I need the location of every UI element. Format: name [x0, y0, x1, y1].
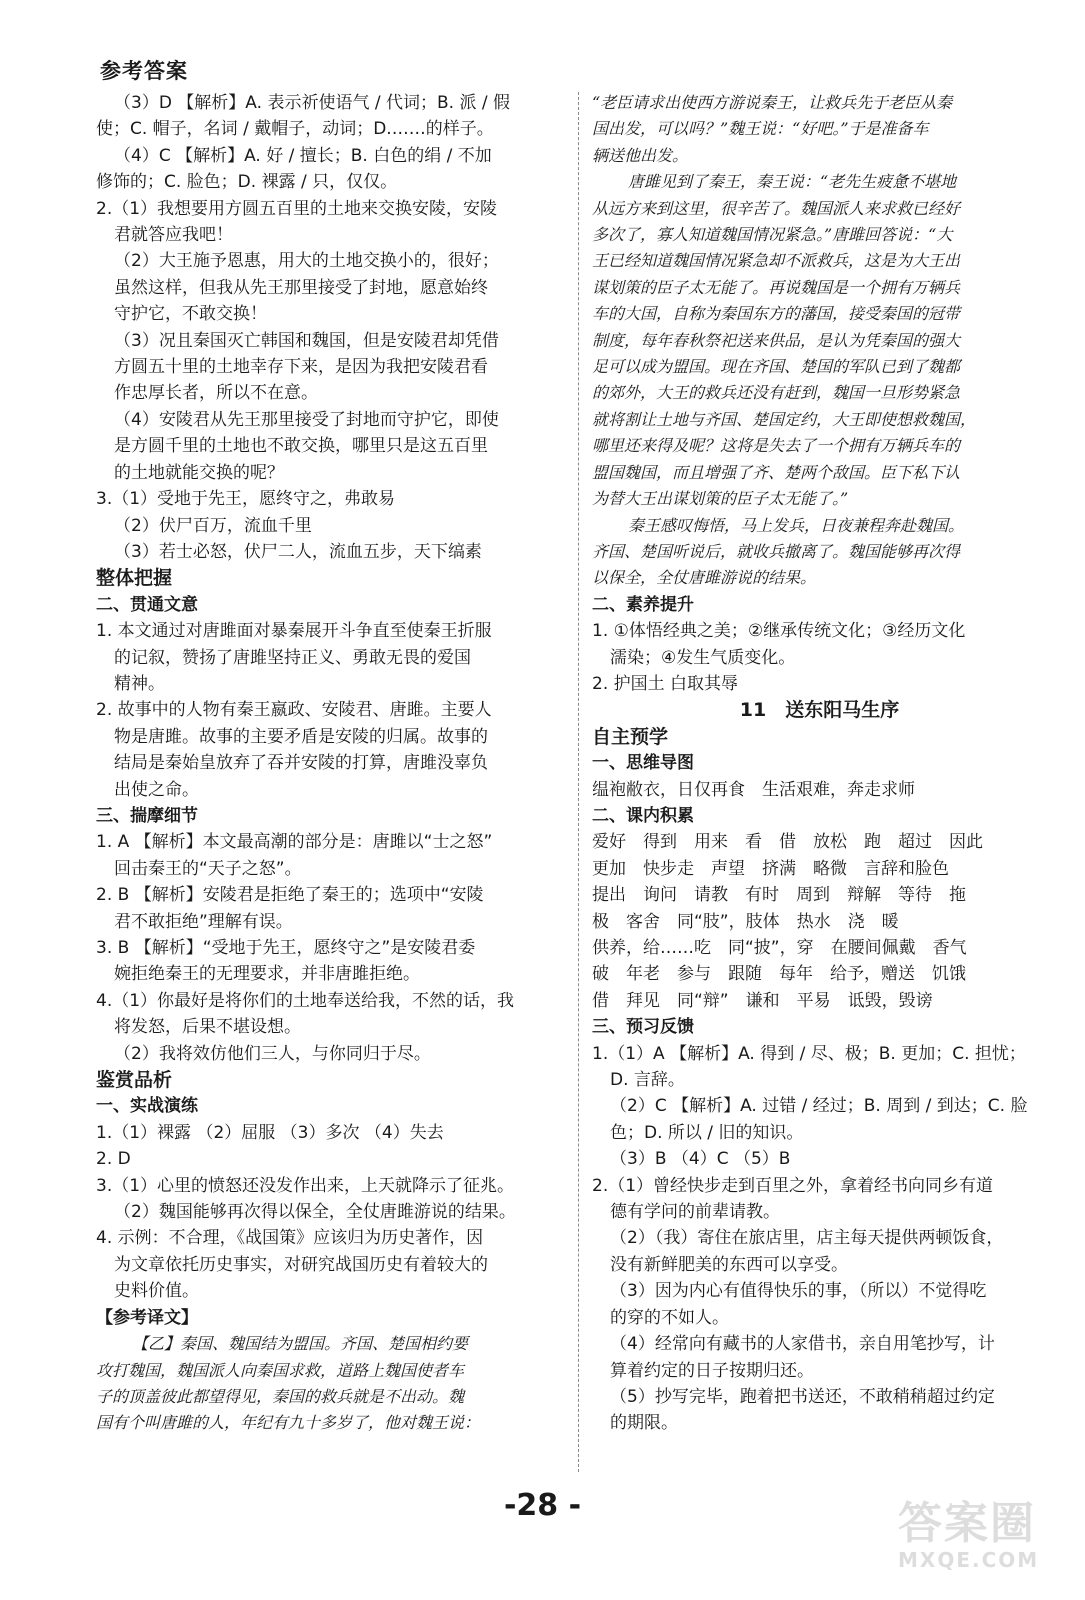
right-text-line: 色；D. 所以 / 旧的知识。	[610, 1122, 804, 1143]
right-text-line: 德有学问的前辈请教。	[610, 1202, 780, 1223]
right-text-line: 王已经知道魏国情况紧急却不派救兵，这是为大王出	[592, 251, 961, 271]
right-text-line: “老臣请求出使西方游说秦王，让救兵先于老臣从秦	[592, 93, 953, 112]
right-text-line: 濡染；④发生气质变化。	[610, 647, 796, 668]
watermark-logo	[898, 1500, 1068, 1582]
right-text-line: 借 拜见 同“辩” 谦和 平易 诋毁，毁谤	[592, 990, 933, 1011]
left-text-line: （3）若士必怒，伏尸二人，流血五步，天下缟素	[114, 541, 482, 562]
left-text-line: （3）况且秦国灭亡韩国和魏国，但是安陵君却凭借	[114, 330, 499, 351]
right-text-line: 自主预学	[592, 725, 669, 748]
left-text-line: 1.（1）裸露 （2）屈服 （3）多次 （4）失去	[96, 1122, 444, 1143]
left-text-line: 二、贯通文意	[96, 594, 198, 615]
left-text-line: 攻打魏国，魏国派人向秦国求救，道路上魏国使者车	[96, 1360, 465, 1380]
right-text-line: 的郊外，大王的救兵还没有赶到，魏国一旦形势紧急	[592, 383, 961, 403]
left-text-line: 结局是秦始皇放弃了吞并安陵的打算，唐雎没辜负	[114, 753, 488, 774]
right-text-line: （3）B （4）C （5）B	[610, 1149, 791, 1170]
left-text-line: 鉴赏品析	[96, 1069, 173, 1092]
left-text-line: 精神。	[114, 673, 165, 694]
left-text-line: 婉拒绝秦王的无理要求，并非唐雎拒绝。	[114, 964, 420, 985]
left-text-line: 使；C. 帽子，名词 / 戴帽子，动词；D.……的样子。	[96, 119, 494, 140]
left-text-line: （2）大王施予恩惠，用大的土地交换小的，很好；	[114, 251, 499, 272]
left-text-line: 君就答应我吧！	[114, 225, 233, 246]
right-text-line: 足可以成为盟国。现在齐国、楚国的军队已到了魏都	[592, 357, 961, 377]
left-text-line: （4）C 【解析】A. 好 / 擅长；B. 白色的绢 / 不加	[114, 145, 492, 166]
left-text-line: 1. 本文通过对唐雎面对暴秦展开斗争直至使秦王折服	[96, 621, 492, 642]
left-text-line: 君不敢拒绝”理解有误。	[114, 911, 293, 932]
left-text-line: 作忠厚长者，所以不在意。	[114, 383, 318, 404]
right-text-line: 谋划策的臣子太无能了。再说魏国是一个拥有万辆兵	[592, 277, 961, 297]
right-text-line: 的穿的不如人。	[610, 1307, 729, 1328]
left-text-line: 一、实战演练	[96, 1096, 198, 1117]
right-text-line: （5）抄写完毕，跑着把书送还，不敢稍稍超过约定	[610, 1386, 995, 1407]
left-text-line: 三、揣摩细节	[96, 805, 198, 826]
right-text-line: 算着约定的日子按期归还。	[610, 1360, 814, 1381]
right-text-line: 极 客舍 同“肢”，肢体 热水 浇 暖	[592, 911, 899, 932]
right-text-line: 辆送他出发。	[592, 145, 689, 165]
right-text-line: 2. 护国土 白取其辱	[592, 673, 739, 694]
right-text-line: 供养，给……吃 同“披”，穿 在腰间佩戴 香气	[592, 938, 967, 958]
watermark-text: 答案圈	[898, 1498, 1036, 1549]
left-text-line: 2.（1）我想要用方圆五百里的土地来交换安陵，安陵	[96, 198, 498, 219]
left-text-line: （2）魏国能够再次得以保全，全仗唐雎游说的结果。	[114, 1202, 516, 1223]
right-text-line: 的期限。	[610, 1413, 678, 1434]
right-text-line: 爱好 得到 用来 看 借 放松 跑 超过 因此	[592, 832, 983, 853]
right-column	[592, 90, 1047, 1437]
left-text-line: 整体把握	[96, 567, 173, 590]
left-text-line: 【参考译文】	[96, 1307, 198, 1328]
left-text-line: 1. A 【解析】本文最高潮的部分是：唐雎以“士之怒”	[96, 832, 493, 853]
right-text-line: 国出发，可以吗？”魏王说：“好吧。”于是准备车	[592, 119, 929, 139]
right-text-line: 齐国、楚国听说后，就收兵撤离了。魏国能够再次得	[592, 541, 961, 561]
right-text-line: 更加 快步走 声望 挤满 略微 言辞和脸色	[592, 858, 949, 879]
left-text-line: 是方圆千里的土地也不敢交换，哪里只是这五百里	[114, 436, 488, 457]
right-text-line: 三、预习反馈	[592, 1017, 694, 1038]
right-text-line: 1.（1）A 【解析】A. 得到 / 尽、极；B. 更加；C. 担忧；	[592, 1043, 1026, 1064]
column-divider	[578, 92, 579, 1472]
watermark-url: MXQE.COM	[898, 1548, 1040, 1572]
right-text-line: 2.（1）曾经快步走到百里之外，拿着经书向同乡有道	[592, 1175, 994, 1196]
right-text-line: 车的大国，自称为秦国东方的藩国，接受秦国的冠带	[592, 304, 961, 324]
right-text-line: 二、课内积累	[592, 805, 694, 826]
left-text-line: 的记叙，赞扬了唐雎坚持正义、勇敢无畏的爱国	[114, 647, 471, 668]
right-text-line: 缊袍敝衣，日仅再食 生活艰难，奔走求师	[592, 779, 915, 800]
left-text-line: （4）安陵君从先王那里接受了封地而守护它，即使	[114, 409, 499, 430]
left-text-line: 3.（1）受地于先王，愿终守之，弗敢易	[96, 489, 396, 510]
right-text-line: 为替大王出谋划策的臣子太无能了。”	[592, 489, 849, 509]
right-text-line: 提出 询问 请教 有时 周到 辩解 等待 拖	[592, 885, 966, 906]
right-text-line: 就将割让土地与齐国、楚国定约，大王即使想救魏国，	[592, 409, 977, 429]
page-number: -28 -	[503, 1488, 582, 1523]
right-text-line: 没有新鲜肥美的东西可以享受。	[610, 1254, 848, 1275]
left-text-line: 2. 故事中的人物有秦王嬴政、安陵君、唐雎。主要人	[96, 700, 492, 721]
left-text-line: 4. 示例：不合理，《战国策》应该归为历史著作，因	[96, 1228, 484, 1249]
left-text-line: （2）伏尸百万，流血千里	[114, 515, 312, 536]
left-text-line: 方圆五十里的土地幸存下来，是因为我把安陵君看	[114, 357, 488, 378]
left-text-line: 虽然这样，但我从先王那里接受了封地，愿意始终	[114, 277, 488, 298]
left-text-line: 2. B 【解析】安陵君是拒绝了秦王的；选项中“安陵	[96, 885, 484, 906]
right-text-line: （2）（我）寄住在旅店里，店主每天提供两顿饭食，	[610, 1228, 1004, 1249]
left-text-line: 2. D	[96, 1149, 131, 1170]
right-text-line: 11 送东阳马生序	[739, 699, 900, 722]
left-text-line: 【乙】秦国、魏国结为盟国。齐国、楚国相约要	[132, 1334, 469, 1354]
page-header: 参考答案	[100, 59, 188, 83]
right-text-line: 哪里还来得及呢？这将是失去了一个拥有万辆兵车的	[592, 436, 961, 456]
left-text-line: 修饰的；C. 脸色；D. 裸露 / 只，仅仅。	[96, 172, 398, 193]
left-text-line: 出使之命。	[114, 779, 199, 800]
left-text-line: 子的顶盖彼此都望得见，秦国的救兵就是不出动。魏	[96, 1386, 465, 1406]
right-text-line: （4）经常向有藏书的人家借书，亲自用笔抄写，计	[610, 1334, 995, 1355]
right-text-line: 从远方来到这里，很辛苦了。魏国派人来求救已经好	[592, 198, 961, 218]
left-text-line: （2）我将效仿他们三人，与你同归于尽。	[114, 1043, 431, 1064]
right-text-line: 唐雎见到了秦王，秦王说：“老先生疲惫不堪地	[628, 172, 957, 192]
left-text-line: 4.（1）你最好是将你们的土地奉送给我，不然的话，我	[96, 990, 515, 1011]
left-text-line: 将发怒，后果不堪设想。	[114, 1017, 301, 1038]
left-text-line: 回击秦王的“天子之怒”。	[114, 858, 302, 879]
right-text-line: 多次了，寡人知道魏国情况紧急。”唐雎回答说：“大	[592, 225, 953, 245]
left-text-line: 3. B 【解析】“受地于先王，愿终守之”是安陵君委	[96, 938, 476, 958]
right-text-line: （2）C 【解析】A. 过错 / 经过；B. 周到 / 到达；C. 脸	[610, 1096, 1028, 1117]
right-text-line: 一、思维导图	[592, 753, 694, 774]
left-text-line: 国有个叫唐雎的人，年纪有九十多岁了，他对魏王说：	[96, 1413, 481, 1433]
right-text-line: D. 言辞。	[610, 1070, 685, 1091]
right-text-line: 二、素养提升	[592, 594, 694, 615]
left-text-line: 的土地就能交换的呢？	[114, 462, 284, 483]
left-text-line: 物是唐雎。故事的主要矛盾是安陵的归属。故事的	[114, 726, 488, 747]
left-text-line: 史料价值。	[114, 1281, 199, 1302]
right-text-line: 制度，每年春秋祭祀送来供品，是认为凭秦国的强大	[592, 330, 961, 350]
left-text-line: 守护它，不敢交换！	[114, 304, 267, 325]
left-text-line: 为文章依托历史事实，对研究战国历史有着较大的	[114, 1254, 488, 1275]
left-text-line: （3）D 【解析】A. 表示祈使语气 / 代词；B. 派 / 假	[114, 93, 510, 113]
right-text-line: 盟国魏国，而且增强了齐、楚两个敌国。臣下私下认	[592, 462, 961, 482]
left-text-line: 3.（1）心里的愤怒还没发作出来，上天就降示了征兆。	[96, 1175, 515, 1196]
right-text-line: 破 年老 参与 跟随 每年 给予，赠送 饥饿	[592, 964, 966, 985]
right-text-line: 1. ①体悟经典之美；②继承传统文化；③经历文化	[592, 621, 966, 642]
left-column	[96, 90, 562, 1437]
right-text-line: 秦王感叹悔悟，马上发兵，日夜兼程奔赴魏国。	[628, 515, 965, 535]
right-text-line: 以保全，全仗唐雎游说的结果。	[592, 568, 817, 588]
right-text-line: （3）因为内心有值得快乐的事，（所以）不觉得吃	[610, 1281, 987, 1302]
